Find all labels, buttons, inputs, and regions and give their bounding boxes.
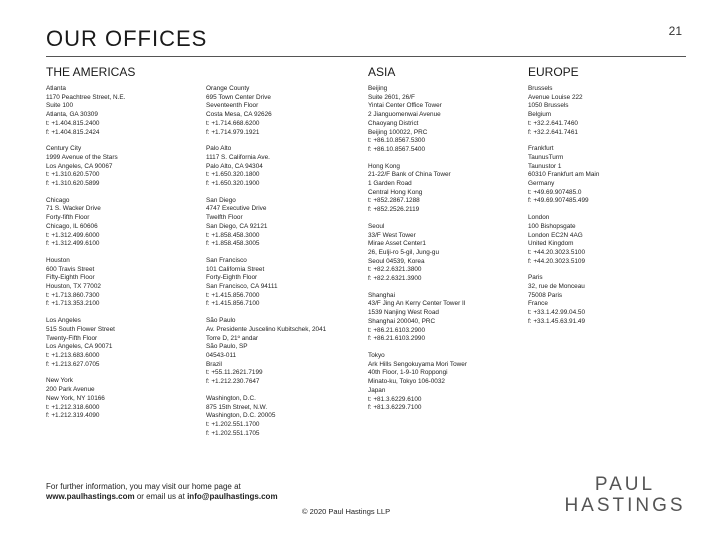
- office-line: TaunusTurm: [528, 153, 564, 161]
- footer-info-text: For further information, you may visit our home page at: [46, 482, 241, 491]
- office-city: Orange County: [206, 85, 250, 92]
- office-block: [528, 145, 688, 206]
- office-line: 1 Garden Road: [368, 180, 412, 188]
- office-line: 515 South Flower Street: [46, 325, 115, 333]
- office-line: Forty-fifth Floor: [46, 214, 90, 222]
- americas-column-2: [206, 85, 366, 446]
- office-line: t: +1.212.318.6000: [46, 403, 100, 411]
- office-city: Seoul: [368, 222, 385, 230]
- office-line: Ark Hills Sengokuyama Mori Tower: [368, 360, 467, 368]
- footer-or-text: or email us at: [134, 492, 188, 501]
- office-line: Shanghai 200040, PRC: [368, 317, 436, 325]
- office-line: t: +44.20.3023.5100: [528, 248, 586, 256]
- office-line: Torre D, 21º andar: [206, 334, 259, 342]
- office-line: 875 15th Street, N.W.: [206, 403, 268, 411]
- office-line: Seventeenth Floor: [206, 102, 259, 110]
- office-line: Germany: [528, 180, 555, 188]
- office-line: Suite 100: [46, 102, 74, 110]
- office-line: Twenty-Fifth Floor: [46, 334, 98, 342]
- office-line: t: +32.2.641.7460: [528, 119, 578, 127]
- office-line: Brazil: [206, 360, 222, 368]
- office-line: São Paulo, SP: [206, 343, 248, 351]
- office-line: t: +86.10.8567.5300: [368, 137, 426, 145]
- office-line: t: +1.713.860.7300: [46, 291, 100, 299]
- office-block: [368, 85, 528, 155]
- office-line: 695 Town Center Drive: [206, 93, 271, 101]
- office-line: f: +1.415.856.7100: [206, 300, 260, 308]
- office-line: t: +49.69.907485.0: [528, 188, 582, 196]
- office-city: London: [528, 214, 550, 222]
- office-line: t: +33.1.42.99.04.50: [528, 309, 586, 317]
- office-line: Chicago, IL 60606: [46, 222, 98, 230]
- office-block: [46, 377, 206, 421]
- office-line: t: +1.312.499.6000: [46, 231, 100, 239]
- office-city: São Paulo: [206, 317, 236, 325]
- office-line: Houston, TX 77002: [46, 283, 101, 291]
- office-block: [206, 257, 366, 309]
- office-line: f: +1.310.620.5899: [46, 180, 100, 188]
- region-heading-americas: THE AMERICAS: [46, 65, 136, 79]
- office-line: 2 Jianguomenwai Avenue: [368, 111, 441, 119]
- office-block: [46, 317, 206, 369]
- office-line: Los Angeles, CA 90067: [46, 162, 113, 170]
- office-city: Shanghai: [368, 291, 396, 299]
- office-line: 75008 Paris: [528, 291, 563, 299]
- office-block: [46, 145, 206, 189]
- office-line: Washington, D.C. 20005: [206, 412, 276, 420]
- office-block: [528, 274, 688, 326]
- office-city: Beijing: [368, 85, 388, 92]
- office-line: Avenue Louise 222: [528, 93, 583, 101]
- office-block: [206, 197, 366, 249]
- office-line: f: +81.3.6229.7100: [368, 404, 422, 412]
- office-line: f: +852.2526.2119: [368, 206, 420, 214]
- office-city: Tokyo: [368, 351, 385, 359]
- office-block: [368, 163, 528, 215]
- office-line: Minato-ku, Tokyo 106-0032: [368, 378, 445, 386]
- office-line: Belgium: [528, 111, 552, 119]
- office-line: 43/F Jing An Kerry Center Tower II: [368, 300, 466, 308]
- office-line: New York, NY 10166: [46, 394, 105, 402]
- office-block: [368, 352, 528, 413]
- office-block: [206, 317, 366, 387]
- office-city: Palo Alto: [206, 145, 232, 153]
- logo-word-hastings: HASTINGS: [564, 495, 686, 516]
- office-line: f: +33.1.45.63.91.49: [528, 317, 586, 325]
- office-block: [528, 214, 688, 266]
- office-line: United Kingdom: [528, 240, 574, 248]
- office-line: 32, rue de Monceau: [528, 283, 585, 291]
- office-line: Mirae Asset Center1: [368, 240, 426, 248]
- website-link[interactable]: www.paulhastings.com: [46, 492, 135, 501]
- office-line: Taunustor 1: [528, 162, 562, 170]
- europe-column: [528, 85, 688, 335]
- office-block: [368, 292, 528, 344]
- office-line: London EC2N 4AG: [528, 231, 583, 239]
- office-city: Chicago: [46, 196, 70, 204]
- office-line: t: +1.213.683.6000: [46, 351, 100, 359]
- region-heading-asia: ASIA: [368, 65, 396, 79]
- office-line: f: +44.20.3023.5109: [528, 257, 586, 265]
- office-line: f: +1.404.815.2424: [46, 128, 100, 136]
- office-line: f: +86.21.6103.2990: [368, 335, 426, 343]
- office-city: Los Angeles: [46, 317, 81, 325]
- office-line: Forty-Eighth Floor: [206, 274, 258, 282]
- copyright: © 2020 Paul Hastings LLP: [302, 507, 391, 516]
- title-divider: [46, 56, 686, 57]
- office-line: Atlanta, GA 30309: [46, 111, 98, 119]
- americas-column-1: [46, 85, 206, 429]
- office-line: t: +86.21.6103.2900: [368, 326, 426, 334]
- office-line: f: +1.213.627.0705: [46, 360, 100, 368]
- office-line: f: +32.2.641.7461: [528, 128, 578, 136]
- asia-column: [368, 85, 528, 421]
- office-line: Chaoyang District: [368, 119, 419, 127]
- office-block: [46, 197, 206, 249]
- office-line: 200 Park Avenue: [46, 386, 95, 394]
- office-city: Atlanta: [46, 85, 66, 92]
- office-line: 04543-011: [206, 351, 237, 359]
- office-line: Fifty-Eighth Floor: [46, 274, 95, 282]
- office-line: 60310 Frankfurt am Main: [528, 171, 600, 179]
- office-line: t: +1.714.668.6200: [206, 119, 260, 127]
- office-line: t: +1.310.620.5700: [46, 171, 100, 179]
- region-heading-europe: EUROPE: [528, 65, 579, 79]
- office-line: 4747 Executive Drive: [206, 205, 267, 213]
- office-block: [206, 395, 366, 439]
- logo-word-paul: PAUL: [594, 474, 656, 495]
- office-line: 1539 Nanjing West Road: [368, 309, 439, 317]
- office-line: f: +1.858.458.3005: [206, 240, 260, 248]
- office-block: [206, 85, 366, 137]
- office-line: t: +1.415.856.7000: [206, 291, 260, 299]
- office-city: New York: [46, 377, 73, 385]
- office-line: f: +86.10.8567.5400: [368, 145, 426, 153]
- office-block: [368, 223, 528, 284]
- office-line: 1170 Peachtree Street, N.E.: [46, 93, 126, 101]
- office-line: 21-22/F Bank of China Tower: [368, 171, 451, 179]
- office-line: Los Angeles, CA 90071: [46, 343, 113, 351]
- office-line: Twelfth Floor: [206, 214, 243, 222]
- office-line: t: +55.11.2621.7199: [206, 369, 263, 377]
- office-line: f: +1.713.353.2100: [46, 300, 100, 308]
- office-line: Beijing 100022, PRC: [368, 128, 428, 136]
- office-line: 1999 Avenue of the Stars: [46, 153, 118, 161]
- office-block: [528, 85, 688, 137]
- office-block: [206, 145, 366, 189]
- office-line: t: +82.2.6321.3800: [368, 266, 422, 274]
- office-line: San Francisco, CA 94111: [206, 283, 278, 291]
- office-line: f: +1.650.320.1900: [206, 180, 260, 188]
- office-line: France: [528, 300, 548, 308]
- office-line: Yintai Center Office Tower: [368, 102, 442, 110]
- office-line: f: +82.2.6321.3900: [368, 275, 422, 283]
- office-line: Av. Presidente Juscelino Kubitschek, 2041: [206, 325, 327, 333]
- office-line: 71 S. Wacker Drive: [46, 205, 101, 213]
- office-block: [46, 257, 206, 309]
- office-line: Seoul 04539, Korea: [368, 257, 425, 265]
- paul-hastings-logo: [563, 474, 687, 516]
- office-line: San Diego, CA 92121: [206, 222, 268, 230]
- office-line: 40th Floor, 1-9-10 Roppongi: [368, 369, 448, 377]
- office-city: Frankfurt: [528, 145, 554, 153]
- office-line: t: +1.404.815.2400: [46, 119, 100, 127]
- office-city: Hong Kong: [368, 162, 400, 170]
- office-line: Central Hong Kong: [368, 188, 423, 196]
- office-city: San Diego: [206, 196, 236, 204]
- page-title: OUR OFFICES: [46, 26, 208, 51]
- office-line: t: +1.858.458.3000: [206, 231, 260, 239]
- office-line: 33/F West Tower: [368, 231, 416, 239]
- office-line: 600 Travis Street: [46, 265, 95, 273]
- office-city: Brussels: [528, 85, 553, 92]
- office-line: t: +1.650.320.1800: [206, 171, 260, 179]
- email-link[interactable]: info@paulhastings.com: [187, 492, 278, 501]
- office-line: 1117 S. California Ave.: [206, 153, 270, 161]
- office-line: t: +852.2867.1288: [368, 197, 420, 205]
- office-line: f: +1.202.551.1705: [206, 429, 260, 437]
- office-line: f: +49.69.907485.499: [528, 197, 589, 205]
- office-line: 100 Bishopsgate: [528, 222, 576, 230]
- office-line: t: +81.3.6229.6100: [368, 395, 422, 403]
- office-line: Japan: [368, 386, 386, 394]
- office-line: f: +1.312.499.6100: [46, 240, 100, 248]
- office-line: 26, Eulji-ro 5-gil, Jung-gu: [368, 248, 440, 256]
- office-line: f: +1.714.979.1921: [206, 128, 260, 136]
- office-city: Houston: [46, 256, 70, 264]
- office-line: f: +1.212.230.7647: [206, 378, 260, 386]
- office-line: Costa Mesa, CA 92626: [206, 111, 272, 119]
- office-line: 1050 Brussels: [528, 102, 569, 110]
- office-city: Century City: [46, 145, 82, 153]
- office-line: 101 California Street: [206, 265, 265, 273]
- page-number: 21: [668, 24, 682, 38]
- office-line: Palo Alto, CA 94304: [206, 162, 263, 170]
- office-city: San Francisco: [206, 256, 247, 264]
- office-line: t: +1.202.551.1700: [206, 420, 260, 428]
- office-line: f: +1.212.319.4090: [46, 412, 100, 420]
- office-city: Washington, D.C.: [206, 394, 256, 402]
- office-block: [46, 85, 206, 137]
- footer-info: [46, 482, 278, 502]
- office-city: Paris: [528, 274, 543, 282]
- office-line: Suite 2601, 26/F: [368, 93, 415, 101]
